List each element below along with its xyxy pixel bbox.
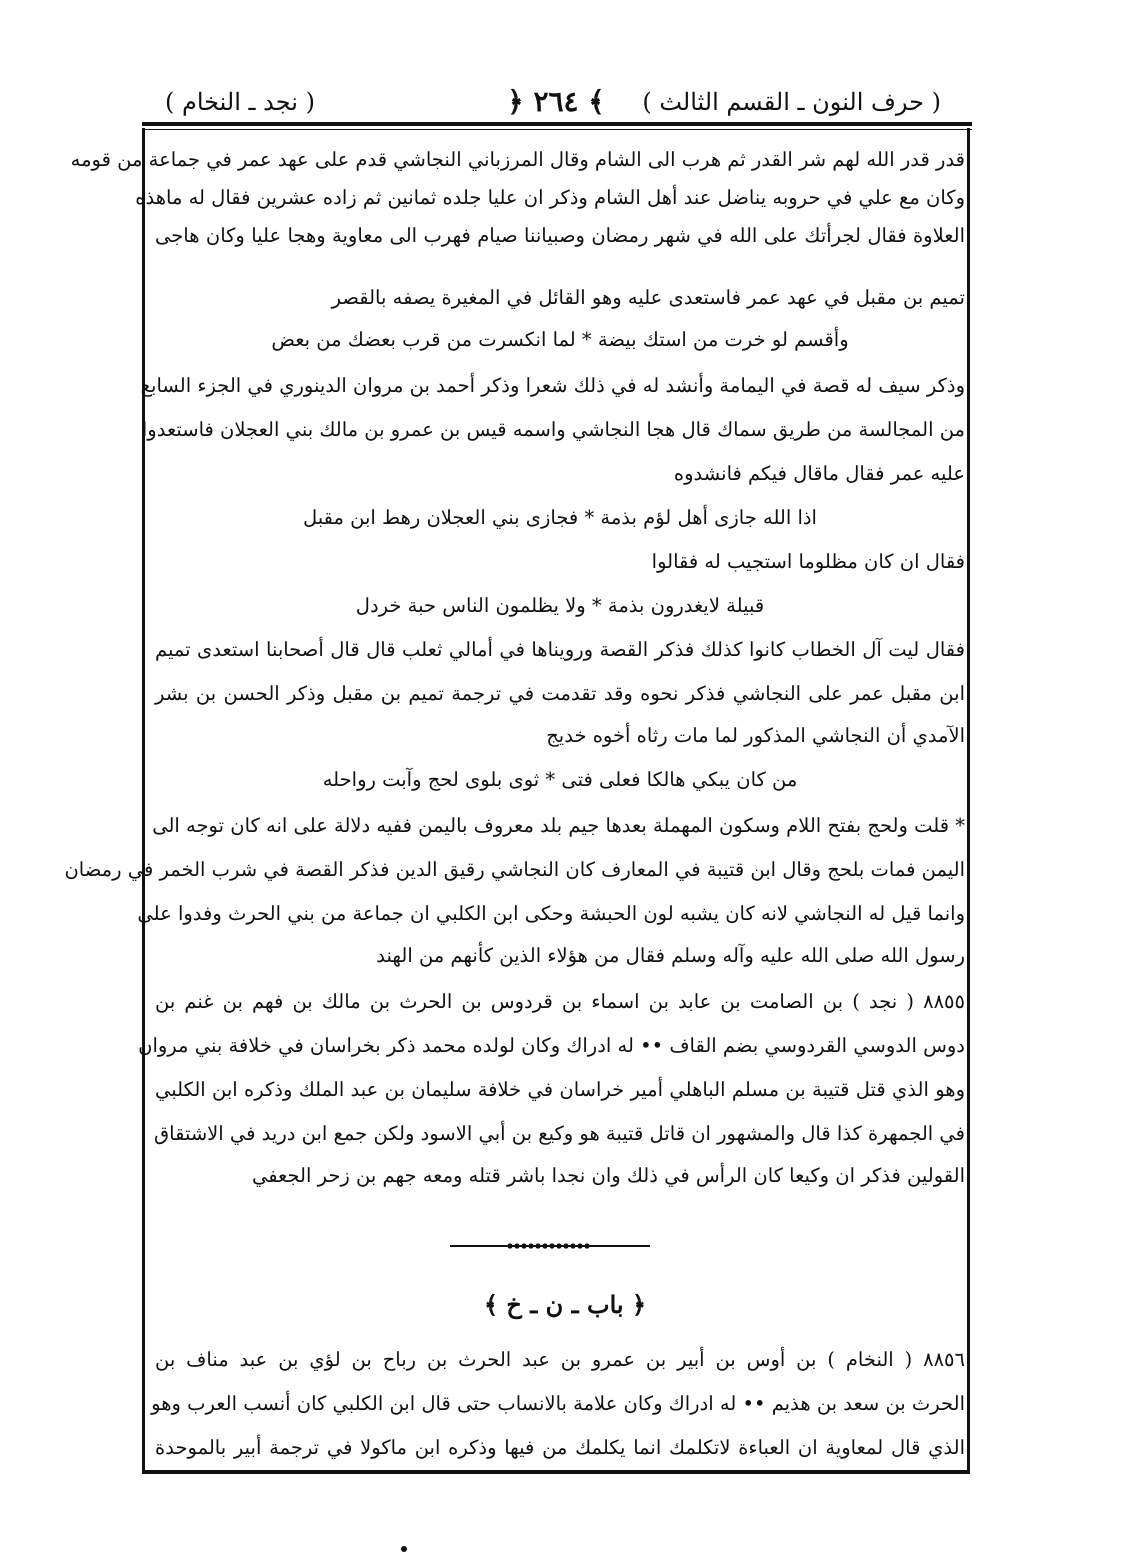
verse-line: وأقسم لو خرت من استك بيضة * لما انكسرت من قرب بعضك من بعض [271,328,849,351]
text-line: وكان مع علي في حروبه يناضل عند أهل الشام وذكر ان عليا جلده ثمانين ثم زاده عشرين فقال له ماهذه [135,186,965,209]
section-divider-ornament [450,1243,650,1249]
text-line: في الجمهرة كذا قال والمشهور ان قاتل قتيبة هو وكيع بن أبي الاسود ولكن جمع ابن دريد في الاشتقاق [154,1122,965,1145]
text-line: وانما قيل له النجاشي لانه كان يشبه لون الحبشة وحكى ابن الكلبي ان جماعة من بني الحرث وفدوا على [137,902,965,925]
verse-line: من كان يبكي هالكا فعلى فتى * ثوى بلوى لحج وآبت رواحله [322,768,798,791]
text-line: رسول الله صلى الله عليه وآله وسلم فقال من هؤلاء الذين كأنهم من الهند [376,944,965,967]
text-line: وذكر سيف له قصة في اليمامة وأنشد له في ذلك شعرا وذكر أحمد بن مروان الدينوري في الجزء السابع [140,374,965,397]
section-heading: ﴿ باب ـ ن ـ خ ﴾ [483,1290,647,1319]
text-line: العلاوة فقال لجرأتك على الله في شهر رمضان وصبياننا صيام فهرب الى معاوية وهجا عليا وكان هاجى [155,224,965,247]
running-head-section: ( حرف النون ـ القسم الثالث ) [642,88,941,116]
text-line: ابن مقبل عمر على النجاشي فذكر نحوه وقد تقدمت في ترجمة تميم بن مقبل وذكر الحسن بن بشر [155,682,965,705]
print-speck [401,1546,407,1552]
header-rule-thick [142,122,972,126]
text-line: * قلت ولحج بفتح اللام وسكون المهملة بعدها جيم بلد معروف باليمن ففيه دلالة على انه كان توجه الى [152,814,965,837]
text-line: اليمن فمات بلحج وقال ابن قتيبة في المعارف كان النجاشي رقيق الدين فذكر القصة في شرب الخمر في رمضان [64,858,965,881]
text-line: من المجالسة من طريق سماك قال هجا النجاشي واسمه قيس بن عمرو بن مالك بني العجلان فاستعدوا [141,418,965,441]
entry-8855-line: ٨٨٥٥ ( نجد ) بن الصامت بن عابد بن اسماء بن قردوس بن الحرث بن مالك بن فهم بن غنم بن [155,990,965,1013]
text-line: فقال ان كان مظلوما استجيب له فقالوا [651,550,965,573]
text-line: فقال ليت آل الخطاب كانوا كذلك فذكر القصة ورويناها في أمالي ثعلب قال قال أصحابنا استعدى تميم [155,638,965,661]
text-line: دوس الدوسي القردوسي بضم القاف •• له ادراك وكان لولده محمد ذكر بخراسان في خلافة بني مروان [138,1034,965,1057]
text-line: عليه عمر فقال ماقال فيكم فانشدوه [673,462,965,485]
verse-line: اذا الله جازى أهل لؤم بذمة * فجازى بني العجلان رهط ابن مقبل [303,506,817,529]
running-head-entries: ( نجد ـ النخام ) [165,88,315,116]
text-line: وهو الذي قتل قتيبة بن مسلم الباهلي أمير خراسان في خلافة سليمان بن عبد الملك وذكره ابن الكلبي [155,1078,965,1101]
text-line: الذي قال لمعاوية ان العباءة لاتكلمك انما يكلمك من فيها وذكره ابن ماكولا في ترجمة أبير بالموحدة [155,1436,965,1459]
text-line: قدر قدر الله لهم شر القدر ثم هرب الى الشام وقال المرزباني النجاشي قدم على عهد عمر في جماعة من قومه [70,148,965,171]
page-number: ﴿ ٢٦٤ ﴾ [507,85,605,118]
text-line: القولين فذكر ان وكيعا كان الرأس في ذلك وان نجدا باشر قتله ومعه جهم بن زحر الجعفي [251,1164,965,1187]
entry-8856-line: ٨٨٥٦ ( النخام ) بن أوس بن أبير بن عمرو بن عبد الحرث بن رباح بن لؤي بن عبد مناف بن [155,1348,965,1371]
text-line: الحرث بن سعد بن هذيم •• له ادراك وكان علامة بالانساب حتى قال ابن الكلبي كان أنسب العرب وهو [151,1392,965,1415]
text-line: تميم بن مقبل في عهد عمر فاستعدى عليه وهو القائل في المغيرة يصفه بالقصر [331,286,965,309]
verse-line: قبيلة لايغدرون بذمة * ولا يظلمون الناس حبة خردل [355,594,765,617]
text-line: الآمدي أن النجاشي المذكور لما مات رثاه أخوه خديج [546,724,965,747]
